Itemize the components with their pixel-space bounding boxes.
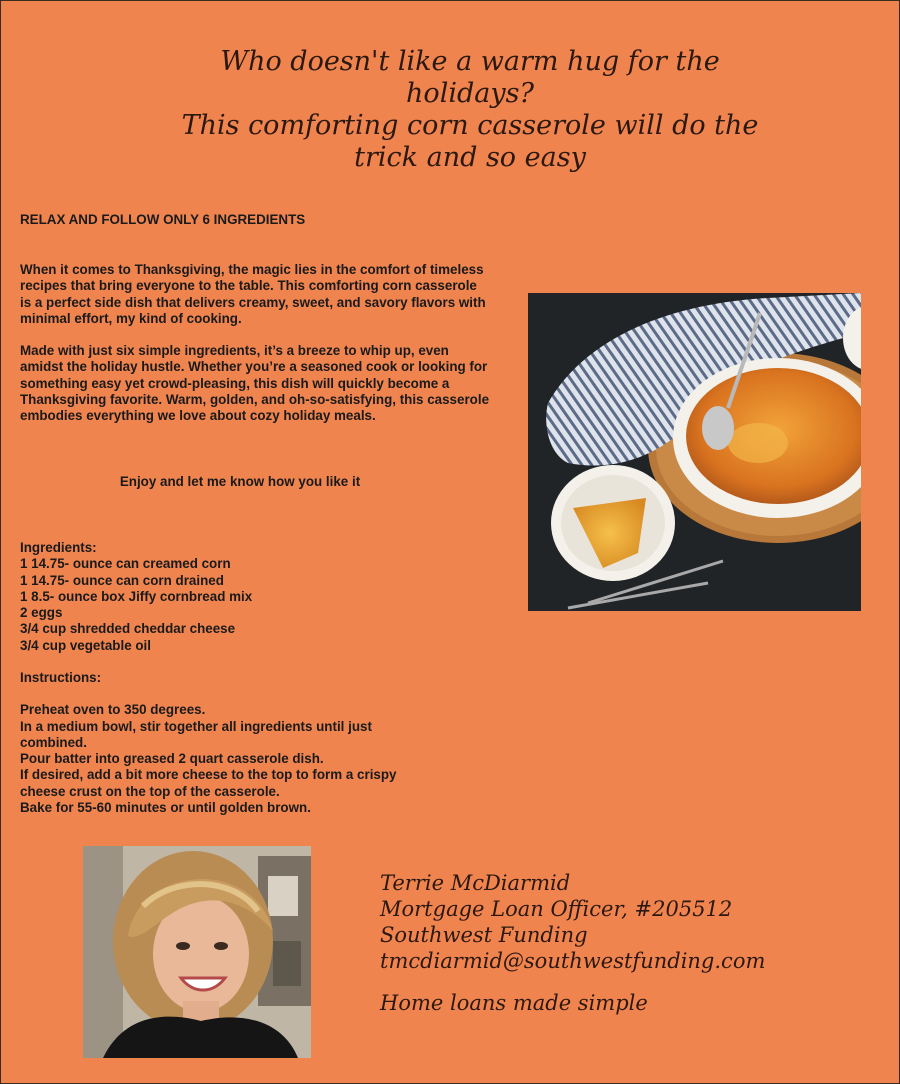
instruction-step: In a medium bowl, stir together all ingredients until just combined. [20, 718, 372, 750]
ingredients-list [20, 540, 480, 654]
agent-portrait [83, 846, 311, 1058]
ingredient-item: 1 14.75- ounce can corn drained [20, 572, 224, 588]
instructions-list [20, 670, 480, 816]
instruction-step: Preheat oven to 350 degrees. [20, 702, 206, 718]
ingredient-item: 1 14.75- ounce can creamed corn [20, 556, 231, 572]
tagline: Home loans made simple [380, 991, 648, 1015]
agent-company: Southwest Funding [380, 923, 588, 947]
instructions-heading: Instructions: [20, 670, 102, 685]
intro-text [20, 262, 490, 441]
ingredients-heading: Ingredients: [20, 540, 97, 555]
instruction-step: If desired, add a bit more cheese to the top to form a crispy cheese crust on the top of the casserole. [20, 767, 397, 799]
subtitle: RELAX AND FOLLOW ONLY 6 INGREDIENTS [20, 212, 306, 227]
headline [150, 46, 790, 174]
agent-email[interactable]: tmcdiarmid@southwestfunding.com [380, 949, 766, 973]
headline-line-2: holidays? [406, 78, 534, 109]
headline-line-3: This comforting corn casserole will do the [181, 110, 759, 141]
intro-paragraph-2: Made with just six simple ingredients, it’s a breeze to whip up, even amidst the holiday hustle. Whether you’re a seasoned cook or looking for something easy yet crowd-pleasing, this dish will quickly become a Thanksgiving favorite. Warm, golden, and oh-so-satisfying, this casserole embodies everything we love about cozy holiday meals. [20, 343, 490, 424]
ingredient-item: 1 8.5- ounce box Jiffy cornbread mix [20, 588, 253, 604]
intro-paragraph-1: When it comes to Thanksgiving, the magic lies in the comfort of timeless recipes that bring everyone to the table. This comforting corn casserole is a perfect side dish that delivers creamy, sweet, and savory flavors with minimal effort, my kind of cooking. [20, 262, 486, 326]
ingredient-item: 3/4 cup vegetable oil [20, 637, 151, 653]
agent-name: Terrie McDiarmid [380, 871, 571, 895]
signature-block [380, 870, 880, 1016]
headline-line-4: trick and so easy [354, 142, 586, 173]
agent-title: Mortgage Loan Officer, #205512 [380, 897, 733, 921]
enjoy-line: Enjoy and let me know how you like it [119, 474, 361, 489]
ingredient-item: 2 eggs [20, 605, 63, 621]
headline-line-1: Who doesn't like a warm hug for the [220, 46, 720, 77]
instruction-step: Pour batter into greased 2 quart casserole dish. [20, 751, 324, 767]
instruction-step: Bake for 55-60 minutes or until golden brown. [20, 800, 311, 816]
casserole-photo [528, 293, 861, 611]
ingredient-item: 3/4 cup shredded cheddar cheese [20, 621, 236, 637]
